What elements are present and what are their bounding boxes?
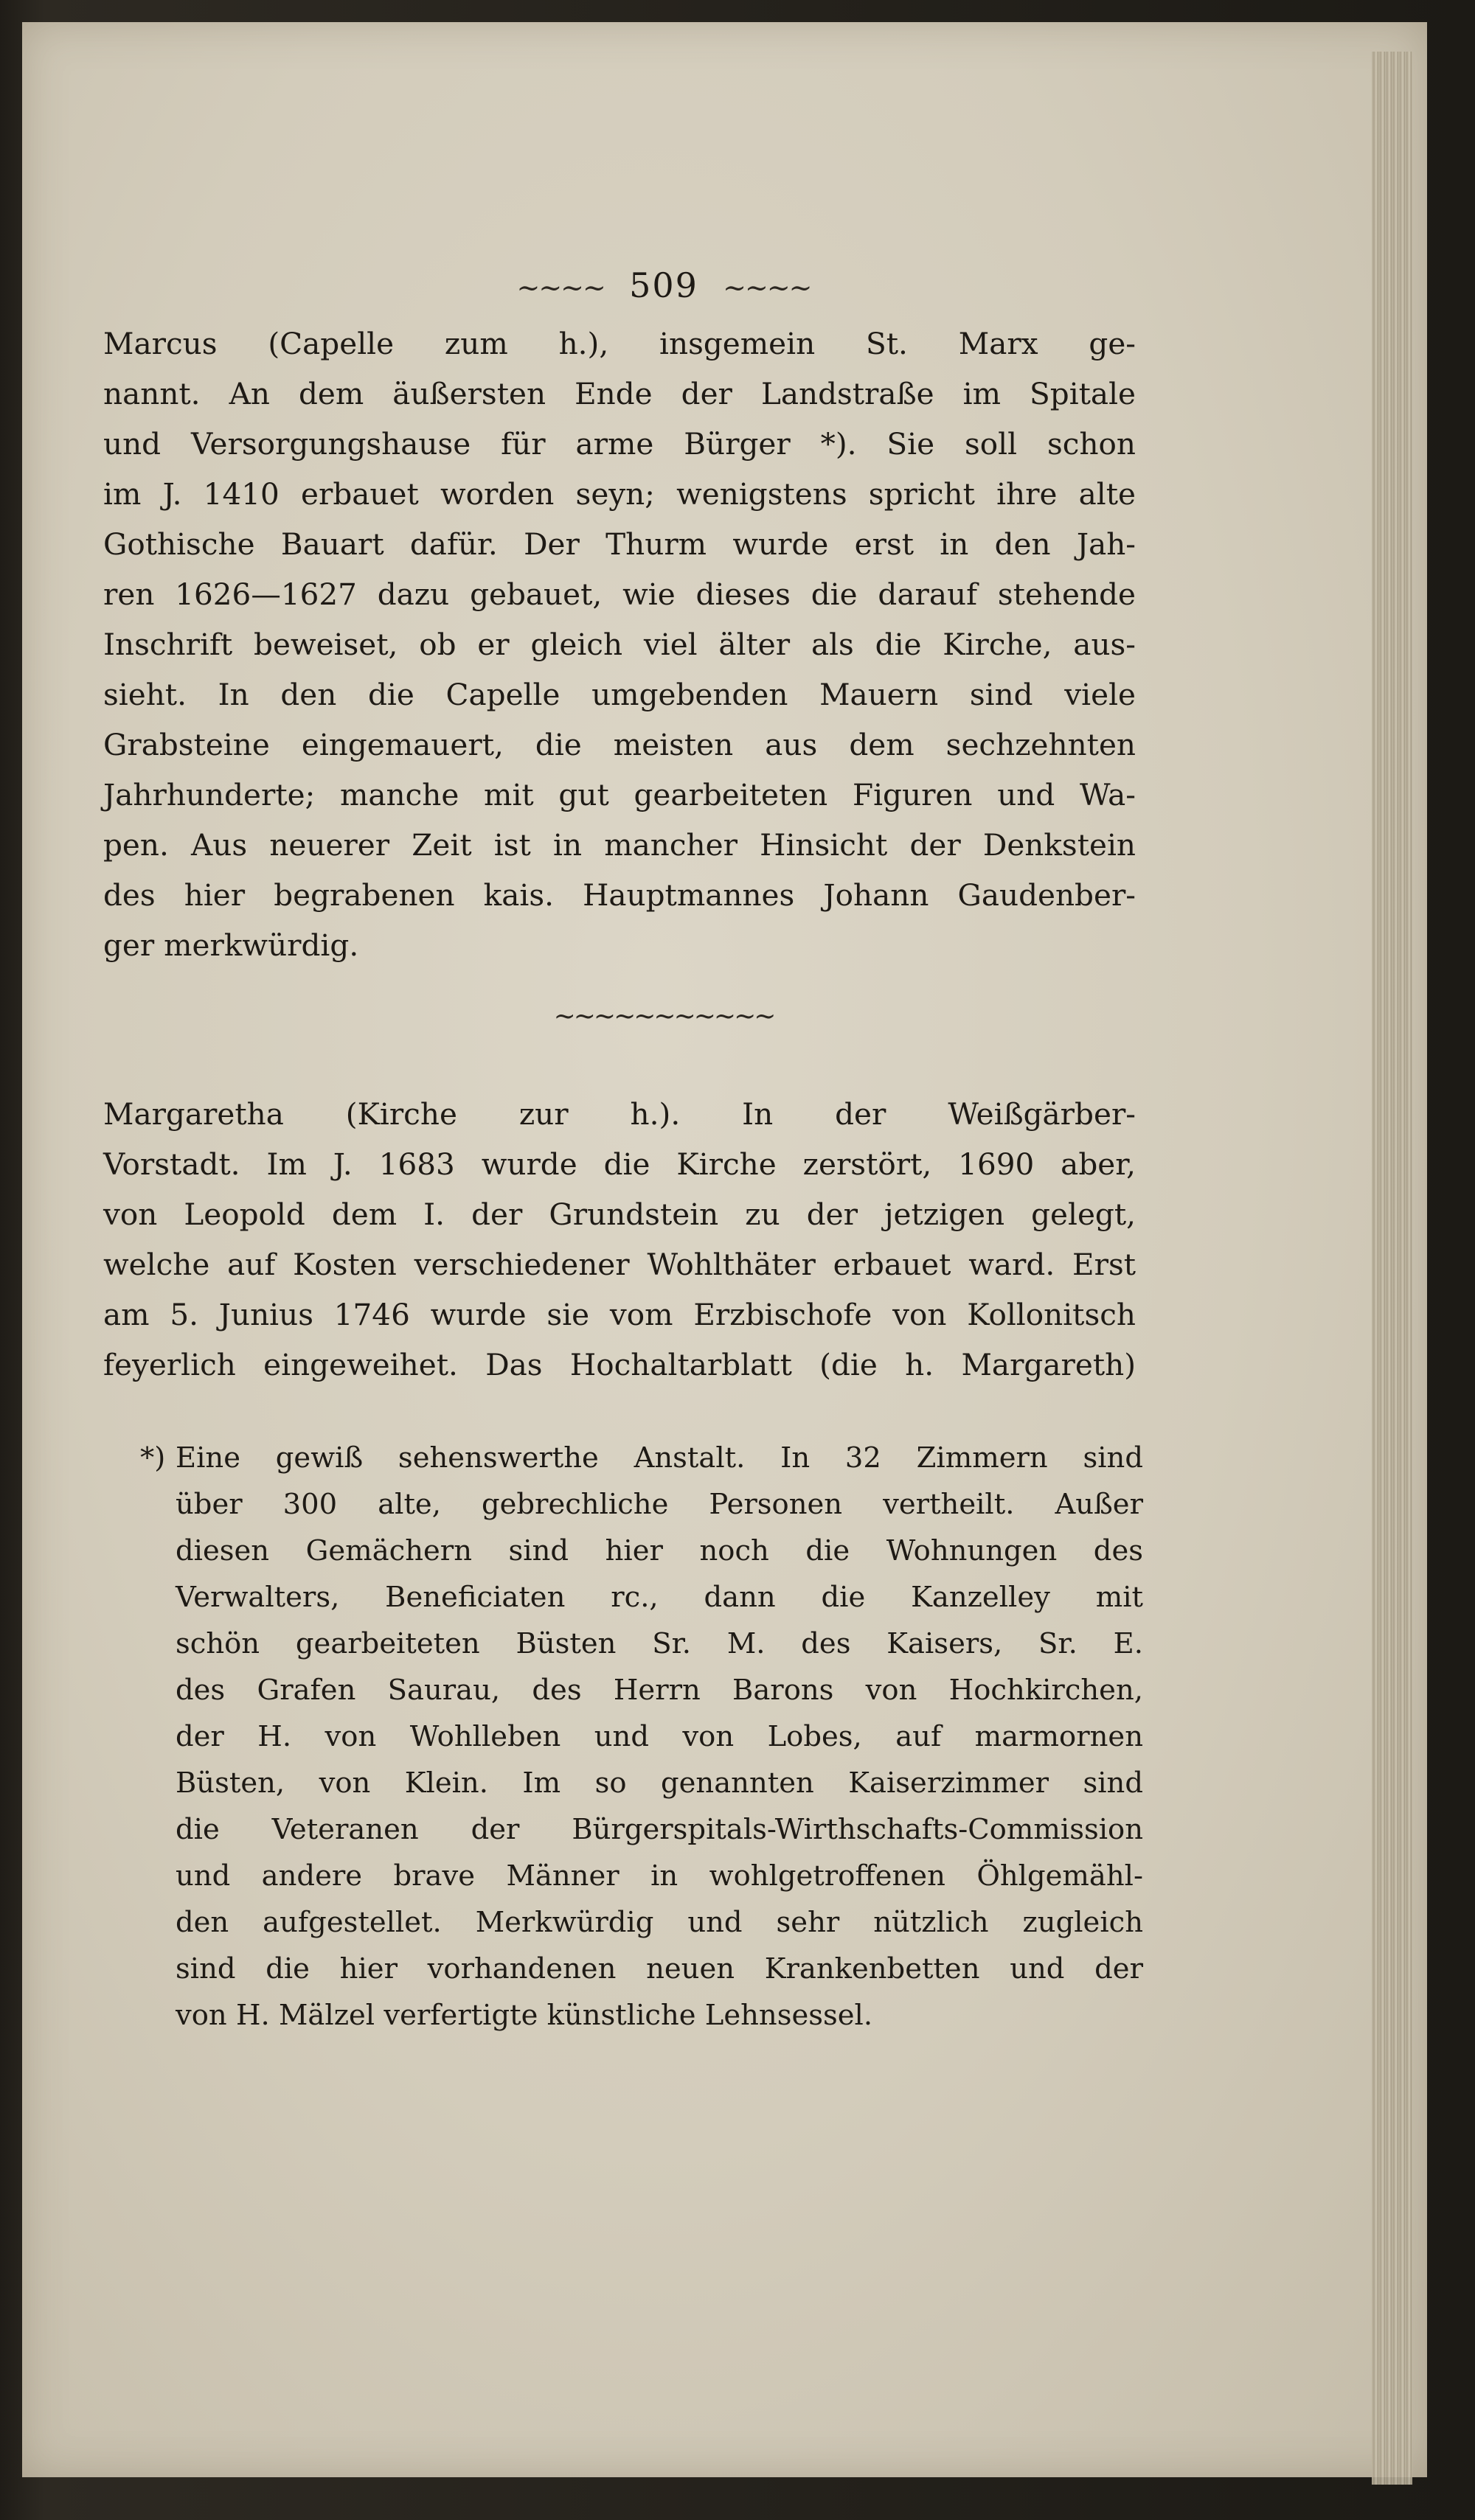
text-line: und Versorgungshause für arme Bürger *). Sie soll schon bbox=[103, 426, 1136, 462]
footnote-line: Verwalters, Beneficiaten rc., dann die Kanzelley mit bbox=[176, 1581, 1143, 1614]
footnote-marker: *) bbox=[140, 1441, 166, 1475]
footnote-line: über 300 alte, gebrechliche Personen vertheilt. Außer bbox=[176, 1488, 1143, 1521]
text-line: Grabsteine eingemauert, die meisten aus dem sechzehnten bbox=[103, 727, 1136, 762]
page-edge bbox=[1372, 52, 1412, 2485]
text-line: von Leopold dem I. der Grundstein zu der jetzigen gelegt, bbox=[103, 1197, 1136, 1232]
text-line: Marcus (Capelle zum h.), insgemein St. Marx ge- bbox=[103, 326, 1136, 361]
page-number: 509 bbox=[629, 265, 698, 305]
footnote-line: Büsten, von Klein. Im so genannten Kaiserzimmer sind bbox=[176, 1767, 1143, 1800]
text-line: feyerlich eingeweihet. Das Hochaltarblatt (die h. Margareth) bbox=[103, 1347, 1136, 1382]
text-line: im J. 1410 erbauet worden seyn; wenigstens spricht ihre alte bbox=[103, 476, 1136, 512]
main-text bbox=[103, 265, 1136, 1390]
footnote-line: und andere brave Männer in wohlgetroffenen Öhlgemähl- bbox=[176, 1859, 1143, 1893]
header-ornament-right: ~~~~ bbox=[723, 271, 811, 304]
text-line: am 5. Junius 1746 wurde sie vom Erzbischofe von Kollonitsch bbox=[103, 1297, 1136, 1332]
footnote bbox=[140, 1435, 1143, 2039]
footnote-line: von H. Mälzel verfertigte künstliche Lehnsessel. bbox=[176, 1999, 873, 2032]
footnote-line: diesen Gemächern sind hier noch die Wohnungen des bbox=[176, 1534, 1143, 1567]
text-line: welche auf Kosten verschiedener Wohlthäter erbauet ward. Erst bbox=[103, 1247, 1136, 1282]
footnote-line: der H. von Wohlleben und von Lobes, auf marmornen bbox=[176, 1720, 1143, 1753]
text-line: pen. Aus neuerer Zeit ist in mancher Hinsicht der Denkstein bbox=[103, 827, 1136, 863]
text-line: ren 1626—1627 dazu gebauet, wie dieses die darauf stehende bbox=[103, 577, 1136, 612]
section-divider: ~~~~~~~~~~~ bbox=[553, 1001, 774, 1031]
text-line: Vorstadt. Im J. 1683 wurde die Kirche zerstört, 1690 aber, bbox=[103, 1146, 1136, 1182]
text-line: nannt. An dem äußersten Ende der Landstraße im Spitale bbox=[103, 376, 1136, 411]
text-line: sieht. In den die Capelle umgebenden Mauern sind viele bbox=[103, 677, 1136, 712]
footnote-line: Eine gewiß sehenswerthe Anstalt. In 32 Zimmern sind bbox=[176, 1441, 1143, 1475]
text-line: Gothische Bauart dafür. Der Thurm wurde erst in den Jah- bbox=[103, 526, 1136, 562]
header-ornament-left: ~~~~ bbox=[516, 271, 605, 304]
footnote-line: den aufgestellet. Merkwürdig und sehr nützlich zugleich bbox=[176, 1906, 1143, 1939]
text-line: ger merkwürdig. bbox=[103, 927, 359, 963]
footnote-line: des Grafen Saurau, des Herrn Barons von Hochkirchen, bbox=[176, 1674, 1143, 1707]
text-line: des hier begrabenen kais. Hauptmannes Johann Gaudenber- bbox=[103, 877, 1136, 913]
entry-margaretha bbox=[103, 1089, 1136, 1390]
footnote-line: die Veteranen der Bürgerspitals-Wirthschafts-Commission bbox=[176, 1813, 1143, 1846]
footnote-line: sind die hier vorhandenen neuen Krankenbetten und der bbox=[176, 1952, 1143, 1985]
footnote-body bbox=[140, 1435, 1143, 2039]
footnote-line: schön gearbeiteten Büsten Sr. M. des Kaisers, Sr. E. bbox=[176, 1627, 1143, 1660]
text-line: Inschrift beweiset, ob er gleich viel älter als die Kirche, aus- bbox=[103, 627, 1136, 662]
text-line: Jahrhunderte; manche mit gut gearbeiteten Figuren und Wa- bbox=[103, 777, 1136, 812]
entry-marcus bbox=[103, 319, 1136, 970]
text-line: Margaretha (Kirche zur h.). In der Weißgärber- bbox=[103, 1096, 1136, 1132]
page-header bbox=[192, 265, 1136, 305]
